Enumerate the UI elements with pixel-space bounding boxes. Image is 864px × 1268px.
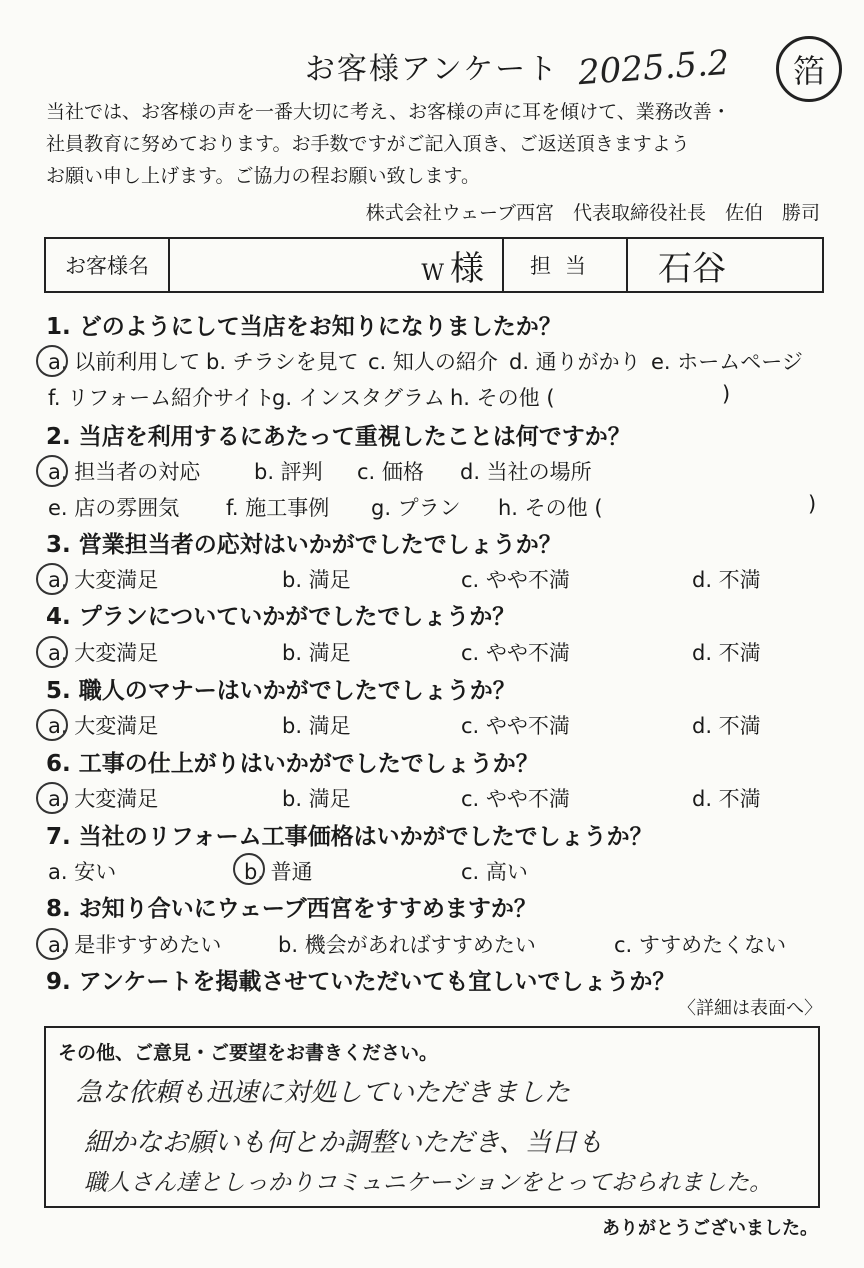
selection-circle bbox=[36, 636, 68, 668]
option-2b[interactable]: b. 評判 bbox=[254, 460, 323, 484]
option-6c[interactable]: c. やや不満 bbox=[461, 787, 570, 811]
option-1a[interactable]: a. 以前利用して bbox=[48, 350, 201, 374]
option-7b[interactable]: b. 普通 bbox=[244, 860, 313, 884]
question-3: 3. 営業担当者の応対はいかがでしたでしょうか？ bbox=[46, 532, 562, 558]
option-3d[interactable]: d. 不満 bbox=[692, 568, 761, 592]
question-5: 5. 職人のマナーはいかがでしたでしょうか？ bbox=[46, 678, 516, 704]
comment-title: その他、ご意見・ご要望をお書きください。 bbox=[58, 1042, 439, 1064]
company-signature: 株式会社ウェーブ西宮 代表取締役社長 佐伯 勝司 bbox=[365, 202, 820, 224]
option-6b[interactable]: b. 満足 bbox=[282, 787, 351, 811]
option-5d[interactable]: d. 不満 bbox=[692, 714, 761, 738]
comment-line: 細かなお願いも何とか調整いただき、当日も bbox=[84, 1128, 603, 1158]
selection-circle bbox=[36, 345, 68, 377]
option-2e[interactable]: e. 店の雰囲気 bbox=[48, 496, 180, 520]
option-2f[interactable]: f. 施工事例 bbox=[226, 496, 330, 520]
option-5b[interactable]: b. 満足 bbox=[282, 714, 351, 738]
question-9: 9. アンケートを掲載させていただいても宜しいでしょうか？ bbox=[46, 969, 676, 995]
staff-name-value: 石谷 bbox=[658, 248, 726, 289]
option-3a[interactable]: a. 大変満足 bbox=[48, 568, 159, 592]
option-3b[interactable]: b. 満足 bbox=[282, 568, 351, 592]
option-1c[interactable]: c. 知人の紹介 bbox=[368, 350, 498, 374]
option-5c[interactable]: c. やや不満 bbox=[461, 714, 570, 738]
question-2: 2. 当店を利用するにあたって重視したことは何ですか？ bbox=[46, 424, 631, 450]
details-note: 〈詳細は表面へ〉 bbox=[678, 998, 822, 1019]
option-4c[interactable]: c. やや不満 bbox=[461, 641, 570, 665]
selection-circle bbox=[36, 455, 68, 487]
intro-line: 当社では、お客様の声を一番大切に考え、お客様の声に耳を傾けて、業務改善・ bbox=[46, 101, 731, 123]
intro-line: お願い申し上げます。ご協力の程お願い致します。 bbox=[46, 165, 480, 187]
option-8b[interactable]: b. 機会があればすすめたい bbox=[278, 933, 536, 957]
option-2a[interactable]: a. 担当者の対応 bbox=[48, 460, 201, 484]
selection-circle bbox=[36, 563, 68, 595]
paren-close: ) bbox=[722, 382, 731, 406]
survey-title: お客様アンケート bbox=[304, 52, 560, 87]
selection-circle bbox=[36, 782, 68, 814]
option-2g[interactable]: g. プラン bbox=[371, 496, 461, 520]
handwritten-date: 2025.5.2 bbox=[576, 42, 731, 94]
option-1e[interactable]: e. ホームページ bbox=[651, 350, 803, 374]
question-8: 8. お知り合いにウェーブ西宮をすすめますか？ bbox=[46, 896, 537, 922]
comment-line: 急な依頼も迅速に対処していただきました bbox=[76, 1078, 571, 1108]
comment-line: 職人さん達としっかりコミュニケーションをとっておられました。 bbox=[84, 1170, 773, 1196]
option-1h[interactable]: h. その他 ( bbox=[450, 386, 555, 410]
option-2h[interactable]: h. その他 ( bbox=[498, 496, 603, 520]
thanks-text: ありがとうございました。 bbox=[602, 1218, 818, 1239]
question-1: 1. どのようにして当店をお知りになりましたか？ bbox=[46, 314, 562, 340]
question-4: 4. プランについていかがでしたでしょうか？ bbox=[46, 604, 516, 630]
option-6a[interactable]: a. 大変満足 bbox=[48, 787, 159, 811]
option-4d[interactable]: d. 不満 bbox=[692, 641, 761, 665]
option-1g[interactable]: g. インスタグラム bbox=[272, 386, 445, 410]
option-5a[interactable]: a. 大変満足 bbox=[48, 714, 159, 738]
paren-close: ) bbox=[808, 492, 817, 516]
option-1f[interactable]: f. リフォーム紹介サイト bbox=[48, 386, 275, 410]
intro-line: 社員教育に努めております。お手数ですがご記入頂き、ご返送頂きますよう bbox=[46, 133, 690, 155]
customer-name-value bbox=[421, 241, 484, 290]
option-4b[interactable]: b. 満足 bbox=[282, 641, 351, 665]
selection-circle bbox=[36, 709, 68, 741]
selection-circle bbox=[233, 853, 265, 885]
option-7c[interactable]: c. 高い bbox=[461, 860, 528, 884]
option-1d[interactable]: d. 通りがかり bbox=[509, 350, 641, 374]
customer-name-field[interactable] bbox=[170, 239, 504, 291]
staff-name-field[interactable] bbox=[628, 239, 822, 291]
option-1b[interactable]: b. チラシを見て bbox=[206, 350, 359, 374]
customer-name-label: お客様名 bbox=[46, 239, 170, 291]
customer-initial: W bbox=[421, 260, 444, 286]
customer-info-table bbox=[44, 237, 824, 293]
option-3c[interactable]: c. やや不満 bbox=[461, 568, 570, 592]
option-7a[interactable]: a. 安い bbox=[48, 860, 117, 884]
option-2c[interactable]: c. 価格 bbox=[357, 460, 424, 484]
customer-honorific: 様 bbox=[450, 248, 484, 289]
seal-char: 箔 bbox=[792, 52, 825, 90]
option-8a[interactable]: a. 是非すすめたい bbox=[48, 933, 222, 957]
option-6d[interactable]: d. 不満 bbox=[692, 787, 761, 811]
approval-seal bbox=[776, 36, 842, 102]
intro-text bbox=[46, 96, 836, 192]
staff-label: 担当 bbox=[504, 239, 628, 291]
option-8c[interactable]: c. すすめたくない bbox=[614, 933, 787, 957]
question-7: 7. 当社のリフォーム工事価格はいかがでしたでしょうか？ bbox=[46, 824, 653, 850]
option-2d[interactable]: d. 当社の場所 bbox=[460, 460, 592, 484]
selection-circle bbox=[36, 928, 68, 960]
option-4a[interactable]: a. 大変満足 bbox=[48, 641, 159, 665]
question-6: 6. 工事の仕上がりはいかがでしたでしょうか？ bbox=[46, 751, 539, 777]
